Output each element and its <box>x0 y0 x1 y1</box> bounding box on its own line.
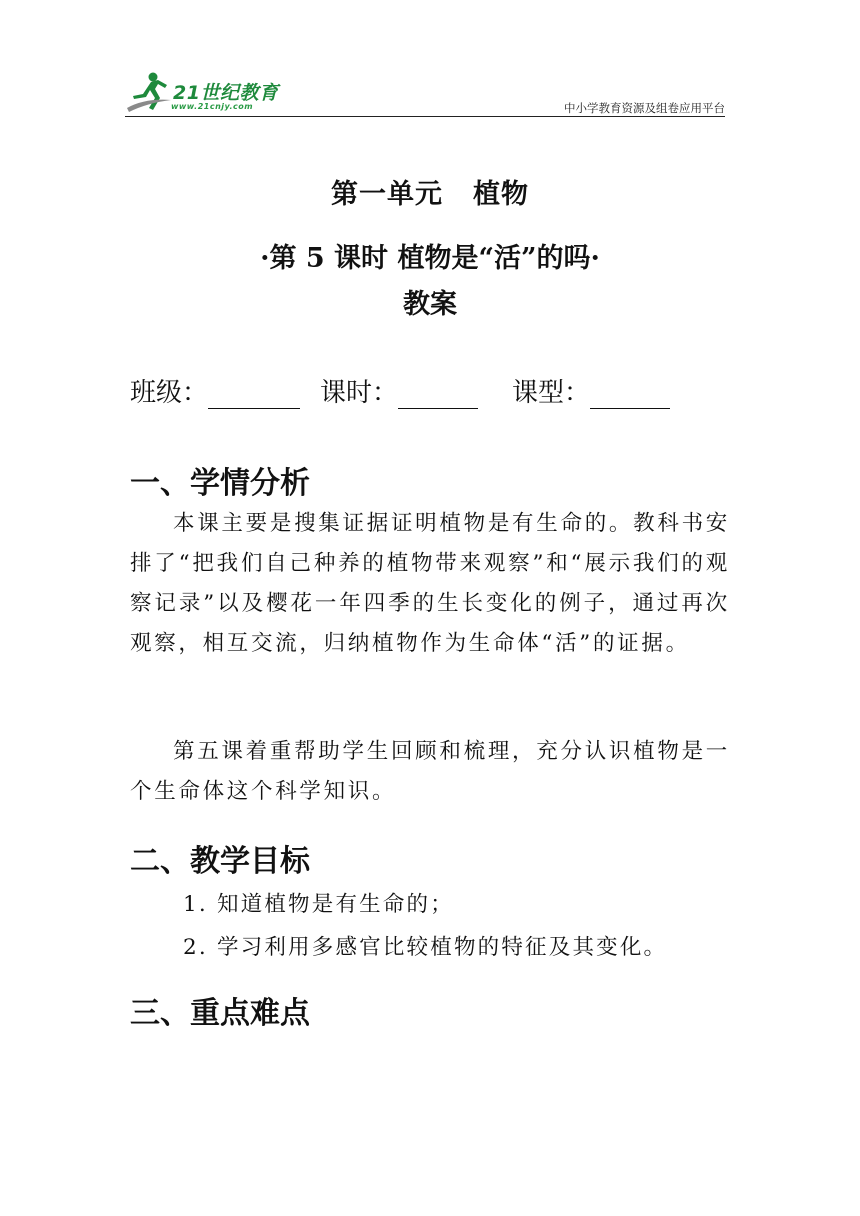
unit-topic: 植物 <box>473 179 529 210</box>
unit-label: 第一单元 <box>331 179 443 210</box>
section-heading-objectives: 二、教学目标 <box>130 844 310 879</box>
objective-item: 1. 知道植物是有生命的； <box>183 892 454 917</box>
doc-type-title: 教案 <box>403 289 457 320</box>
logo <box>125 68 295 116</box>
class-label: 班级： <box>130 378 209 408</box>
page-header <box>125 68 725 118</box>
runner-icon <box>125 70 175 114</box>
platform-name: 中小学教育资源及组卷应用平台 <box>564 101 725 115</box>
logo-url: www.21cnjy.com <box>171 102 254 111</box>
period-blank <box>398 378 478 409</box>
period-label: 课时： <box>320 378 399 408</box>
unit-title <box>0 172 860 211</box>
logo-text: 21世纪教育 <box>173 82 279 104</box>
class-blank <box>208 378 300 409</box>
section-heading-key-points: 三、重点难点 <box>130 996 310 1031</box>
section-heading-analysis: 一、学情分析 <box>130 466 310 501</box>
analysis-paragraph-1: 本课主要是搜集证据证明植物是有生命的。教科书安排了“把我们自己种养的植物带来观察”和“展示我们的观察记录”以及樱花一年四季的生长变化的例子，通过再次观察，相互交流，归纳植物作为生命体“活”的证据。 <box>130 511 730 656</box>
type-label: 课型： <box>512 378 591 408</box>
analysis-paragraph-2: 第五课着重帮助学生回顾和梳理，充分认识植物是一个生命体这个科学知识。 <box>130 739 730 804</box>
class-info-row <box>130 372 750 409</box>
type-blank <box>590 378 670 409</box>
lesson-title: ·第 5 课时 植物是“活”的吗· <box>260 243 600 274</box>
header-divider <box>125 116 725 117</box>
objective-item: 2. 学习利用多感官比较植物的特征及其变化。 <box>183 935 668 960</box>
